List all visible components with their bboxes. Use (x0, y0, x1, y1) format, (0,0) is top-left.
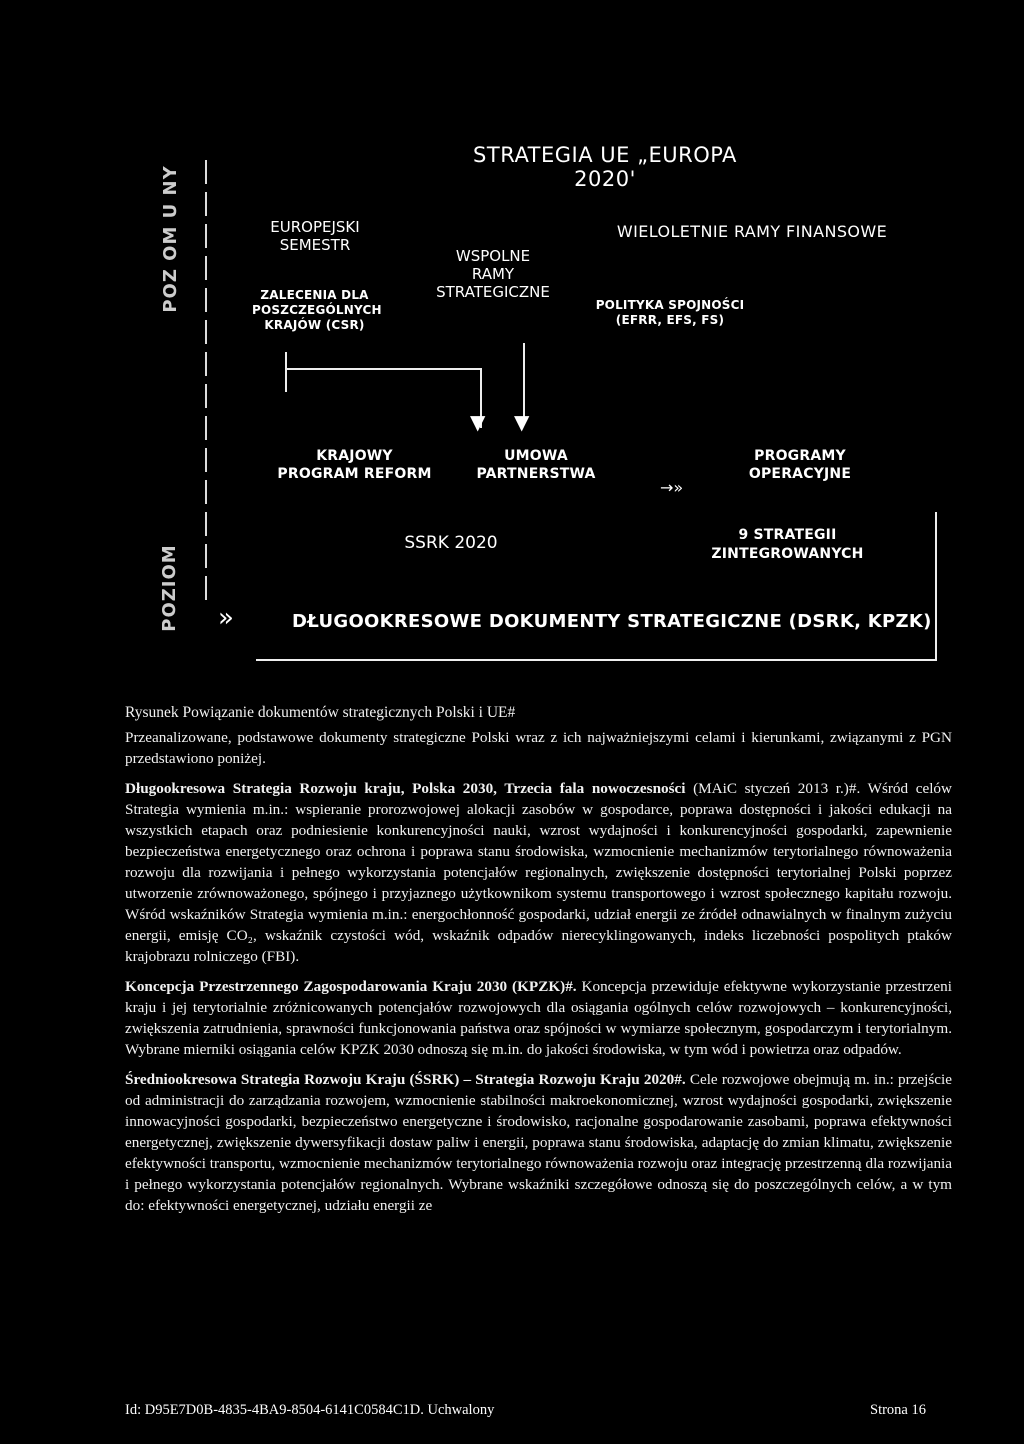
frame-bottom-border (256, 659, 937, 661)
arrow-right-icon: →» (660, 478, 684, 497)
paragraph-dsrk-title: Długookresowa Strategia Rozwoju kraju, Polska 2030, Trzecia fala nowoczesności (125, 780, 686, 797)
paragraph-ssrk-body: Cele rozwojowe obejmują m. in.: przejście od administracji do zarządzania rozwojem, wzmocnienie stabilności makroekonomicznej, wzrost wydajności gospodarki, zwiększenie innowacyjności gospodarki, bezpieczeństwo energetyczne i środowisko, racjonalne gospodarowanie zasobami, poprawa efektywności energetycznej, zwiększenie dywersyfikacji dostaw paliw i energii, poprawa stanu środowiska, adaptację do zmian klimatu, zwiększenie efektywności transportu, wzmocnienie mechanizmów terytorialnego równoważenia rozwoju oraz integrację przestrzenną dla rozwijania i pełnego wykorzystania potencjałów regionalnych. Wybrane wskaźniki szczegółowe odnoszą się do poszczególnych celów, a w tym do: efektywności energetycznej, udziału energii ze (125, 1071, 952, 1214)
connector-horizontal (285, 368, 480, 370)
wspolne-ramy-label: WSPOLNE RAMY STRATEGICZNE (436, 247, 550, 301)
diagram-title: STRATEGIA UE „EUROPA 2020' (473, 143, 737, 191)
paragraph-kpzk-title: Koncepcja Przestrzennego Zagospodarowania Kraju 2030 (KPZK)#. (125, 978, 577, 995)
dlugookresowe-label: DŁUGOOKRESOWE DOKUMENTY STRATEGICZNE (DSRK, KPZK) (292, 611, 932, 632)
paragraph-dsrk-body: (MAiC styczeń 2013 r.)#. Wśród celów Strategia wymienia m.in.: wspieranie prorozwojowej alokacji zasobów w gospodarce, poprawa dostępności i jakości edukacji na wszystkich etapach oraz podniesienie konkurencyjności nauki, wzrost wydajności i konkurencyjności gospodarki, zapewnienie bezpieczeństwa energetycznego oraz ochrona i poprawa stanu środowiska, wzmocnienie mechanizmów terytorialnego równoważenia rozwoju dla rozwijania i pełnego wykorzystania potencjałów regionalnych, zwiększenie dostępności terytorialnej Polski poprzez utworzenie zrównoważonego, spójnego i przyjaznego użytkownikom systemu transportowego i wzrost społecznego kapitału rozwoju. Wśród wskaźników Strategia wymienia m.in.: energochłonność gospodarki, udział energii ze źródeł odnawialnych w finalnym zużyciu energii, emisję CO₂, wskaźnik czystości wód, wskaźnik odpadów nierecyklingowanych, indeks liczebności pospolitych ptaków krajobrazu rolniczego (FBI). (125, 780, 952, 965)
polityka-spojnosci-label: POLITYKA SPOJNOŚCI (EFRR, EFS, FS) (595, 298, 745, 327)
europejski-semestr-label: EUROPEJSKI SEMESTR (270, 218, 360, 254)
arrow-down-icon-2: ▼ (514, 410, 530, 434)
zalecenia-label: ZALECENIA DLA POSZCZEGÓLNYCH KRAJÓW (CSR) (252, 288, 382, 332)
paragraph-ssrk-title: Średniookresowa Strategia Rozwoju Kraju (ŚSRK) – Strategia Rozwoju Kraju 2020#. (125, 1071, 686, 1088)
side-label-top: POZ OM U NY (160, 165, 181, 313)
paragraph-ssrk (125, 1069, 952, 1216)
footer-document-id: Id: D95E7D0B-4835-4BA9-8504-6141C0584C1D. Uchwalony (125, 1402, 495, 1418)
programy-operacyjne-label: PROGRAMY OPERACYJNE (748, 448, 852, 482)
footer-page-number: Strona 16 (870, 1402, 926, 1418)
frame-right-border (935, 512, 937, 660)
body-text (125, 727, 952, 1225)
paragraph-kpzk (125, 976, 952, 1060)
figure-caption: Rysunek Powiązanie dokumentów strategicznych Polski i UE# (125, 704, 516, 721)
arrow-down-icon: ▼ (470, 410, 486, 434)
umowa-partnerstwa-label: UMOWA PARTNERSTWA (476, 448, 596, 482)
wieloletnie-ramy-label: WIELOLETNIE RAMY FINANSOWE (616, 222, 888, 241)
dashed-separator (200, 160, 214, 620)
intro-paragraph: Przeanalizowane, podstawowe dokumenty strategiczne Polski wraz z ich najważniejszymi celami i kierunkami, związanymi z PGN przedstawiono poniżej. (125, 729, 952, 767)
ssrk-label: SSRK 2020 (404, 533, 498, 553)
connector-left-vertical (285, 352, 287, 392)
side-label-bottom: POZIOM (159, 544, 180, 632)
krajowy-program-label: KRAJOWY PROGRAM REFORM (277, 448, 432, 482)
double-chevron-icon: » (218, 603, 234, 633)
strategii-zintegrowanych-label: 9 STRATEGII ZINTEGROWANYCH (711, 527, 864, 562)
paragraph-kpzk-body: Koncepcja przewiduje efektywne wykorzystanie przestrzeni kraju i jej terytorialnie zróżnicowanych potencjałów rozwojowych dla osiągania ogólnych celów rozwojowych – konkurencyjności, zwiększenia zatrudnienia, sprawności funkcjonowania państwa oraz spójności w wymiarze społecznym, gospodarczym i terytorialnym. Wybrane mierniki osiągania celów KPZK 2030 odnoszą się m.in. do jakości środowiska, w tym wód i powietrza oraz odpadów. (125, 978, 952, 1058)
paragraph-dsrk (125, 778, 952, 967)
